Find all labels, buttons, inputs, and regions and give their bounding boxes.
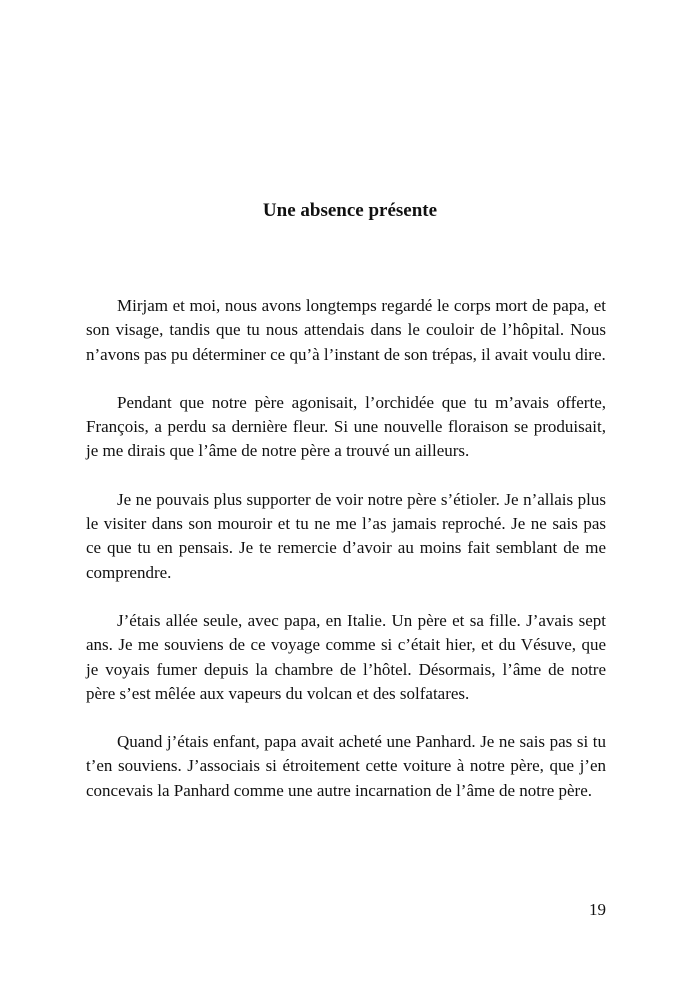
- paragraph-4: J’étais allée seule, avec papa, en Italie. Un père et sa fille. J’avais sept ans. Je me souviens de ce voyage comme si c’était hier, et du Vésuve, que je voyais fumer depuis la chambre de l’hôtel. Désormais, l’âme de notre père s’est mêlée aux vapeurs du volcan et des solfatares.: [86, 610, 606, 703]
- chapter-title: Une absence présente: [262, 200, 438, 221]
- page-number: 19: [589, 900, 606, 919]
- chapter-body: [86, 294, 606, 827]
- paragraph-1: Mirjam et moi, nous avons longtemps regardé le corps mort de papa, et son visage, tandis que tu nous attendais dans le couloir de l’hôpital. Nous n’avons pas pu déterminer ce qu’à l’instant de son trépas, il avait voulu dire.: [86, 296, 606, 364]
- paragraph-5: Quand j’étais enfant, papa avait acheté une Panhard. Je ne sais pas si tu t’en souviens. J’associais si étroitement cette voiture à notre père, que j’en concevais la Panhard comme une autre incarnation de l’âme de notre père.: [86, 732, 606, 800]
- paragraph-3: Je ne pouvais plus supporter de voir notre père s’étioler. Je n’allais plus le visiter dans son mouroir et tu ne me l’as jamais reproché. Je ne sais pas ce que tu en pensais. Je te remercie d’avoir au moins fait semblant de me comprendre.: [86, 489, 606, 582]
- paragraph-2: Pendant que notre père agonisait, l’orchidée que tu m’avais offerte, François, a perdu sa dernière fleur. Si une nouvelle floraison se produisait, je me dirais que l’âme de notre père a trouvé un ailleurs.: [86, 392, 606, 461]
